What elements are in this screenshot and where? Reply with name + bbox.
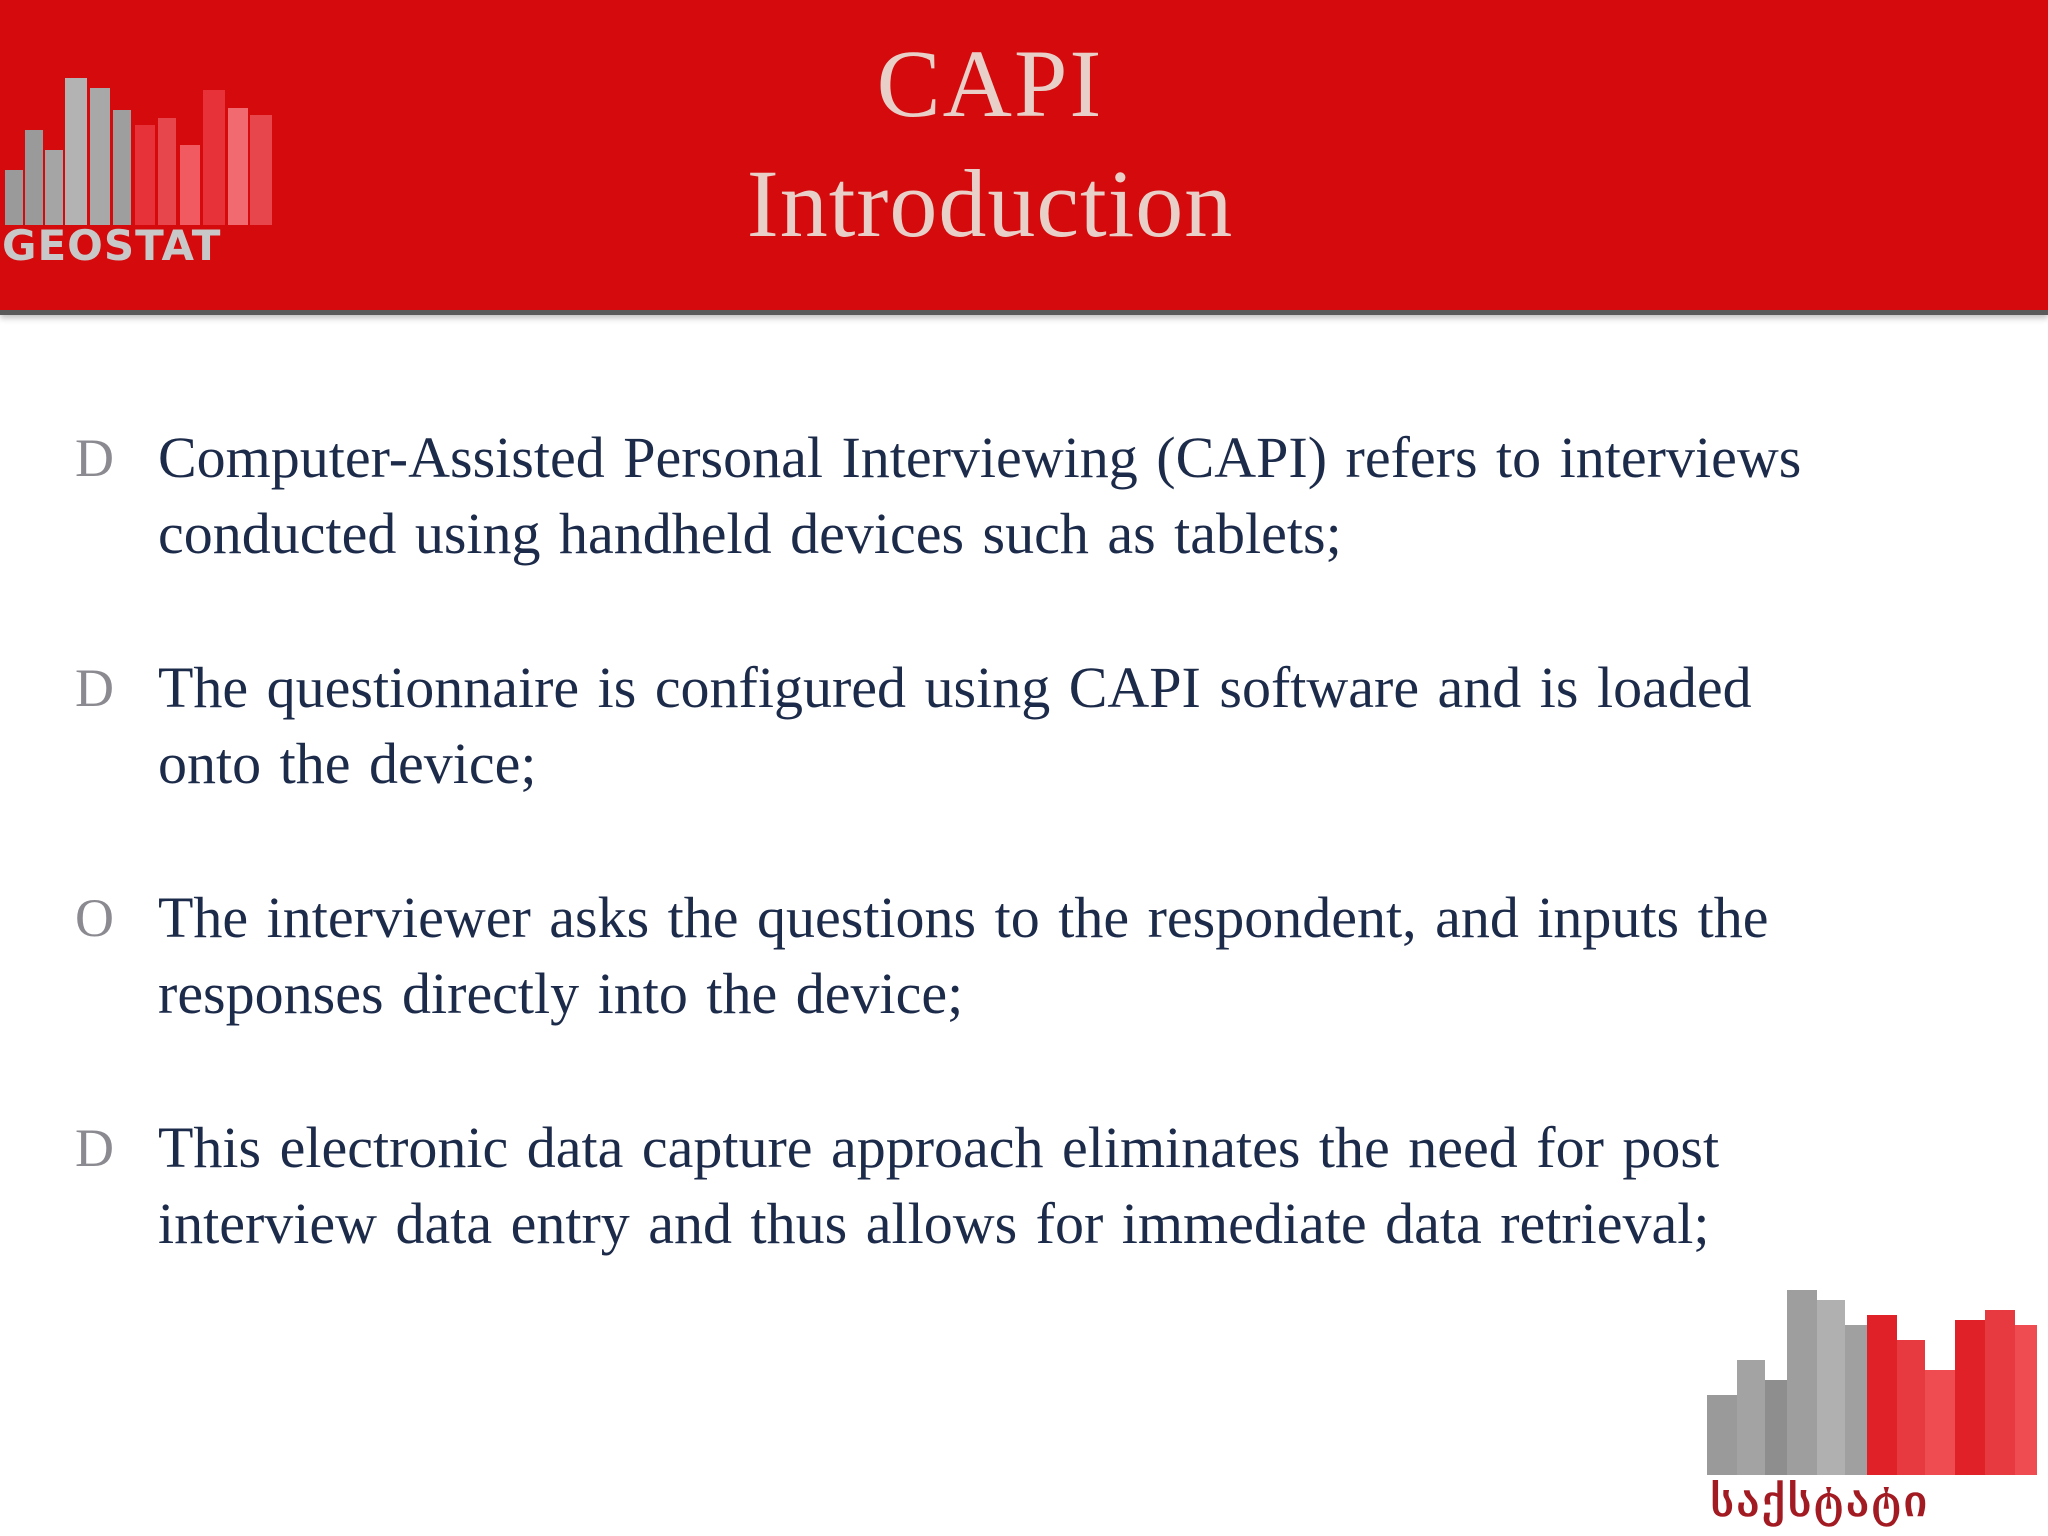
bullet-text-line: This electronic data capture approach eliminates the need for post	[158, 1115, 1720, 1180]
title-line-capi: CAPI	[876, 30, 1104, 137]
bullet-text-line: The questionnaire is configured using CAPI software and is loaded	[158, 655, 1752, 720]
title-line-introduction: Introduction	[746, 149, 1234, 257]
bullet-text-line: onto the device;	[158, 731, 537, 796]
bullet-item	[75, 650, 1995, 802]
bullet-item	[75, 1110, 1995, 1262]
bullet-text-line: The interviewer asks the questions to the respondent, and inputs the	[158, 885, 1769, 950]
bullet-marker: O	[75, 888, 114, 948]
bullet-marker: D	[75, 658, 114, 718]
bullet-text-line: Computer-Assisted Personal Interviewing (CAPI) refers to interviews	[158, 425, 1802, 490]
geostat-logo	[0, 70, 300, 270]
bullet-text-line: conducted using handheld devices such as tablets;	[158, 501, 1342, 566]
bullet-text-line: interview data entry and thus allows for immediate data retrieval;	[158, 1191, 1710, 1256]
bullet-marker: D	[75, 1118, 114, 1178]
bullet-item	[75, 880, 1995, 1032]
bullet-text-line: responses directly into the device;	[158, 961, 964, 1026]
bullet-list	[75, 420, 1995, 1340]
bullet-marker: D	[75, 428, 114, 488]
slide-header	[0, 0, 2048, 315]
sakstat-logo	[1705, 1285, 2040, 1530]
slide-title	[600, 30, 1380, 257]
svg-text:საქსტატი: საქსტატი	[1709, 1474, 1929, 1528]
bullet-item	[75, 420, 1995, 572]
svg-text:GEOSTAT: GEOSTAT	[2, 221, 222, 270]
